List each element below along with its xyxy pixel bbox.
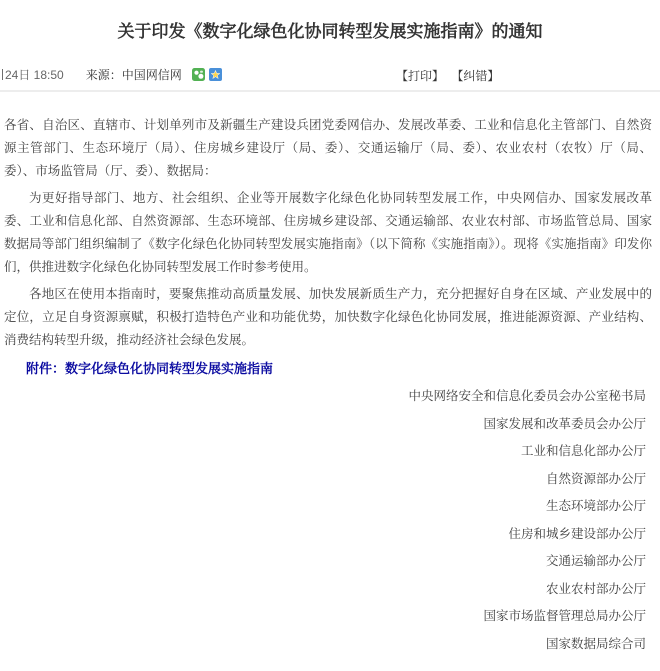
print-button[interactable]: 【打印】 [396,69,445,83]
signature-line: 自然资源部办公厅 [545,471,646,486]
article-paragraph: 各地区在使用本指南时，要聚焦推动高质量发展、加快发展新质生产力，充分把握好自身在区域、产业发展中的定位，立足自身资源禀赋，积极打造特色产业和功能优势，加快数字化绿色化协同发展，推进能源资源、产业结构、消费结构转型升级，推动经济社会绿色发展。 [4,287,652,347]
correction-button[interactable]: 【纠错】 [451,69,500,83]
share-icon[interactable] [192,68,205,81]
meta-left-group [2,66,222,83]
signature-line: 国家市场监督管理总局办公厅 [483,609,646,623]
meta-row [0,66,660,83]
notice-page [0,20,660,671]
signature-line: 国家发展和改革委员会办公厅 [483,416,646,431]
signature-line: 生态环境部办公厅 [545,499,646,513]
attachment-line [4,360,652,377]
signature-line: 中央网络安全和信息化委员会办公室秘书局 [408,389,646,403]
attachment-link[interactable]: 数字化绿色化协同转型发展实施指南 [65,361,274,376]
attachment-label: 附件： [26,361,66,376]
signature-line: 住房和城乡建设部办公厅 [508,526,646,541]
signature-list [4,383,652,658]
signature-line: 交通运输部办公厅 [545,554,646,568]
signature-line: 工业和信息化部办公厅 [520,444,646,458]
meta-actions [396,67,503,84]
favorite-icon[interactable] [209,68,222,81]
article-body [0,114,660,658]
source-label: 来源： [85,68,122,82]
article-paragraph-addressees: 各省、自治区、直辖市、计划单列市及新疆生产建设兵团党委网信办、发展改革委、工业和信息化主管部门、自然资源主管部门、生态环境厅（局）、住房城乡建设厅（局、委）、交通运输厅（局、委）、农业农村（农牧）厅（局、委）、市场监管局（厅、委）、数据局： [4,118,652,178]
clipped-date-fragment [2,69,3,80]
header-separator [0,90,660,92]
signature-line: 国家数据局综合司 [545,636,646,651]
article-paragraph: 为更好指导部门、地方、社会组织、企业等开展数字化绿色化协同转型发展工作，中央网信办、国家发展改革委、工业和信息化部、自然资源部、生态环境部、住房城乡建设部、交通运输部、农业农村部、市场监管总局、国家数据局等部门组织编制了《数字化绿色化协同转型发展实施指南》（以下简称《实施指南》）。现将《实施指南》印发你们，供推进数字化绿色化协同转型发展工作时参考使用。 [4,191,652,274]
source-name: 中国网信网 [121,68,182,82]
page-title: 关于印发《数字化绿色化协同转型发展实施指南》的通知 [117,22,543,41]
publish-datetime: 24日 18:50 [5,68,64,82]
signature-line: 农业农村部办公厅 [545,581,646,596]
meta-icon-group [192,68,222,81]
